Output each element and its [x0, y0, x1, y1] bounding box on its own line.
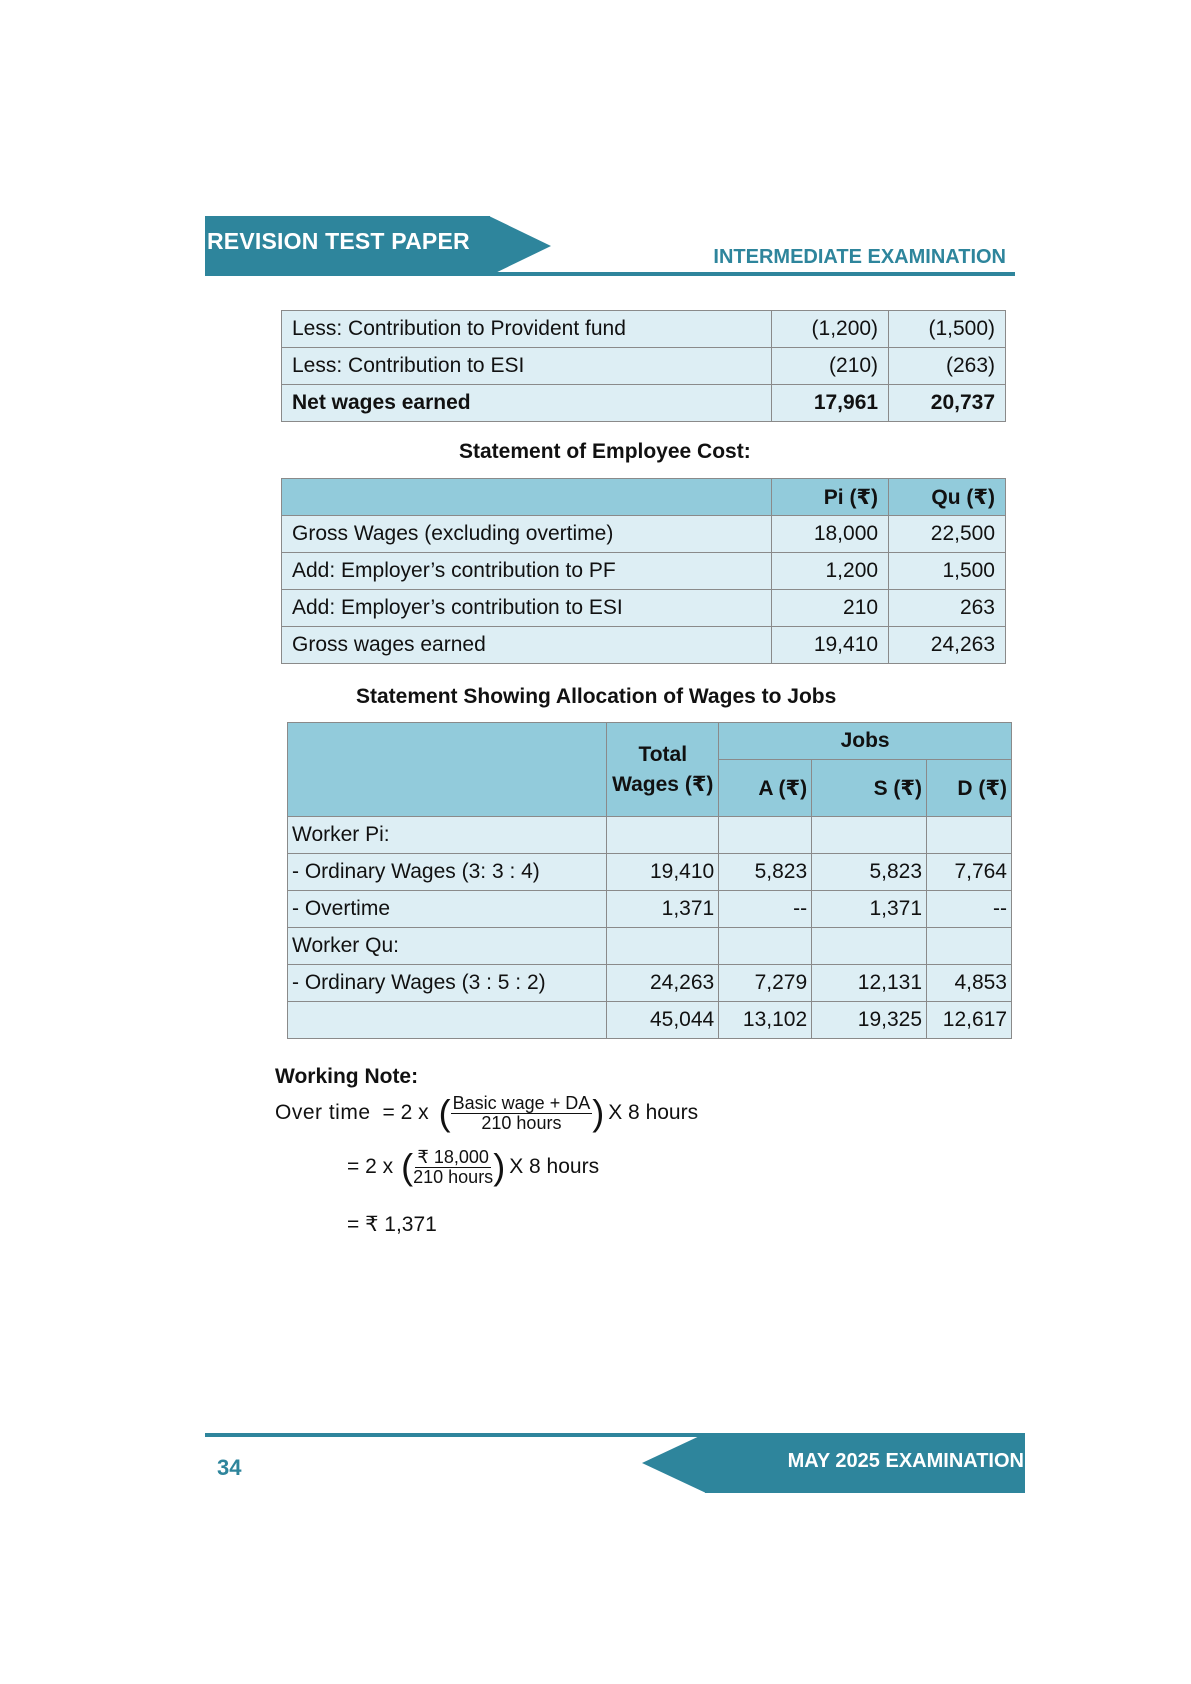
job-s-value: 12,131	[812, 965, 927, 1002]
job-s-header: S (₹)	[812, 760, 927, 817]
table-row	[282, 590, 1006, 627]
job-a-value: 13,102	[719, 1002, 812, 1039]
open-paren: (	[438, 1092, 451, 1134]
job-a-value	[719, 928, 812, 965]
table-row	[288, 965, 1012, 1002]
row-label: Less: Contribution to ESI	[282, 348, 772, 385]
fraction-numerator: ₹ 18,000	[417, 1147, 489, 1167]
pi-value: 17,961	[772, 385, 889, 422]
pi-value: 19,410	[772, 627, 889, 664]
overtime-substitution	[347, 1148, 599, 1187]
overtime-result: = ₹ 1,371	[347, 1213, 437, 1236]
job-a-value: 7,279	[719, 965, 812, 1002]
total-value: 45,044	[607, 1002, 719, 1039]
header-arrow	[489, 216, 551, 276]
row-label: - Ordinary Wages (3: 3 : 4)	[288, 854, 607, 891]
job-a-value: 5,823	[719, 854, 812, 891]
row-label: Gross Wages (excluding overtime)	[282, 516, 772, 553]
allocation-heading: Statement Showing Allocation of Wages to Jobs	[356, 685, 837, 708]
row-label: Add: Employer’s contribution to ESI	[282, 590, 772, 627]
job-d-value: 4,853	[927, 965, 1012, 1002]
table-row	[282, 311, 1006, 348]
qu-value: 24,263	[889, 627, 1006, 664]
row-label: Less: Contribution to Provident fund	[282, 311, 772, 348]
formula-fraction	[451, 1094, 593, 1133]
header-cell: Qu (₹)	[889, 479, 1006, 516]
job-s-value: 1,371	[812, 891, 927, 928]
row-label: - Ordinary Wages (3 : 5 : 2)	[288, 965, 607, 1002]
qu-value: (263)	[889, 348, 1006, 385]
header-exam-label: INTERMEDIATE EXAMINATION	[713, 246, 1006, 268]
fraction-denominator: 210 hours	[481, 1112, 562, 1133]
qu-value: 20,737	[889, 385, 1006, 422]
header-cell: Pi (₹)	[772, 479, 889, 516]
job-s-value	[812, 817, 927, 854]
formula-tail: X 8 hours	[509, 1155, 600, 1179]
working-note-heading: Working Note:	[275, 1065, 419, 1088]
table-row	[282, 516, 1006, 553]
qu-value: 1,500	[889, 553, 1006, 590]
job-s-value	[812, 928, 927, 965]
close-paren: )	[493, 1146, 506, 1188]
total-wages-header: Total Wages (₹)	[607, 723, 719, 817]
formula-lhs: Over time	[275, 1101, 371, 1125]
table-row	[282, 385, 1006, 422]
header-cell-empty	[288, 723, 607, 817]
job-d-header: D (₹)	[927, 760, 1012, 817]
job-a-value: --	[719, 891, 812, 928]
row-label: - Overtime	[288, 891, 607, 928]
pi-value: 210	[772, 590, 889, 627]
pi-value: (1,200)	[772, 311, 889, 348]
table-row	[288, 928, 1012, 965]
row-label	[288, 1002, 607, 1039]
qu-value: 263	[889, 590, 1006, 627]
job-d-value: 7,764	[927, 854, 1012, 891]
table-row	[288, 891, 1012, 928]
job-d-value: 12,617	[927, 1002, 1012, 1039]
table-row	[288, 817, 1012, 854]
job-d-value	[927, 928, 1012, 965]
total-value	[607, 928, 719, 965]
pi-value: 1,200	[772, 553, 889, 590]
total-value: 24,263	[607, 965, 719, 1002]
footer-exam-label: MAY 2025 EXAMINATION	[787, 1450, 1024, 1472]
job-d-value	[927, 817, 1012, 854]
employee-cost-heading: Statement of Employee Cost:	[459, 440, 751, 463]
jobs-header: Jobs	[719, 723, 1012, 760]
table-header-row	[288, 723, 1012, 760]
pi-value: 18,000	[772, 516, 889, 553]
fraction-numerator: Basic wage + DA	[452, 1093, 591, 1113]
overtime-formula	[275, 1094, 698, 1133]
table-row	[282, 553, 1006, 590]
qu-value: (1,500)	[889, 311, 1006, 348]
row-label: Worker Pi:	[288, 817, 607, 854]
header-cell	[282, 479, 772, 516]
net-wages-table	[281, 310, 1006, 422]
formula-tail: X 8 hours	[608, 1101, 699, 1125]
table-row	[288, 854, 1012, 891]
close-paren: )	[592, 1092, 605, 1134]
table-row	[288, 1002, 1012, 1039]
allocation-table	[287, 722, 1012, 1039]
total-value	[607, 817, 719, 854]
table-row	[282, 348, 1006, 385]
pi-value: (210)	[772, 348, 889, 385]
table-row	[282, 627, 1006, 664]
row-label: Worker Qu:	[288, 928, 607, 965]
table-header-row	[282, 479, 1006, 516]
job-a-header: A (₹)	[719, 760, 812, 817]
row-label: Gross wages earned	[282, 627, 772, 664]
qu-value: 22,500	[889, 516, 1006, 553]
page-number: 34	[217, 1455, 242, 1480]
employee-cost-table	[281, 478, 1006, 664]
job-a-value	[719, 817, 812, 854]
job-s-value: 5,823	[812, 854, 927, 891]
total-value: 1,371	[607, 891, 719, 928]
row-label: Add: Employer’s contribution to PF	[282, 553, 772, 590]
header-rule	[205, 272, 1015, 276]
formula-equals: = 2 x	[382, 1101, 429, 1125]
footer-arrow	[642, 1433, 706, 1493]
open-paren: (	[401, 1146, 414, 1188]
job-d-value: --	[927, 891, 1012, 928]
total-value: 19,410	[607, 854, 719, 891]
formula-equals: = 2 x	[347, 1155, 394, 1179]
formula-fraction	[413, 1148, 493, 1187]
fraction-denominator: 210 hours	[413, 1166, 494, 1187]
job-s-value: 19,325	[812, 1002, 927, 1039]
header-title: REVISION TEST PAPER	[207, 228, 470, 254]
row-label: Net wages earned	[282, 385, 772, 422]
